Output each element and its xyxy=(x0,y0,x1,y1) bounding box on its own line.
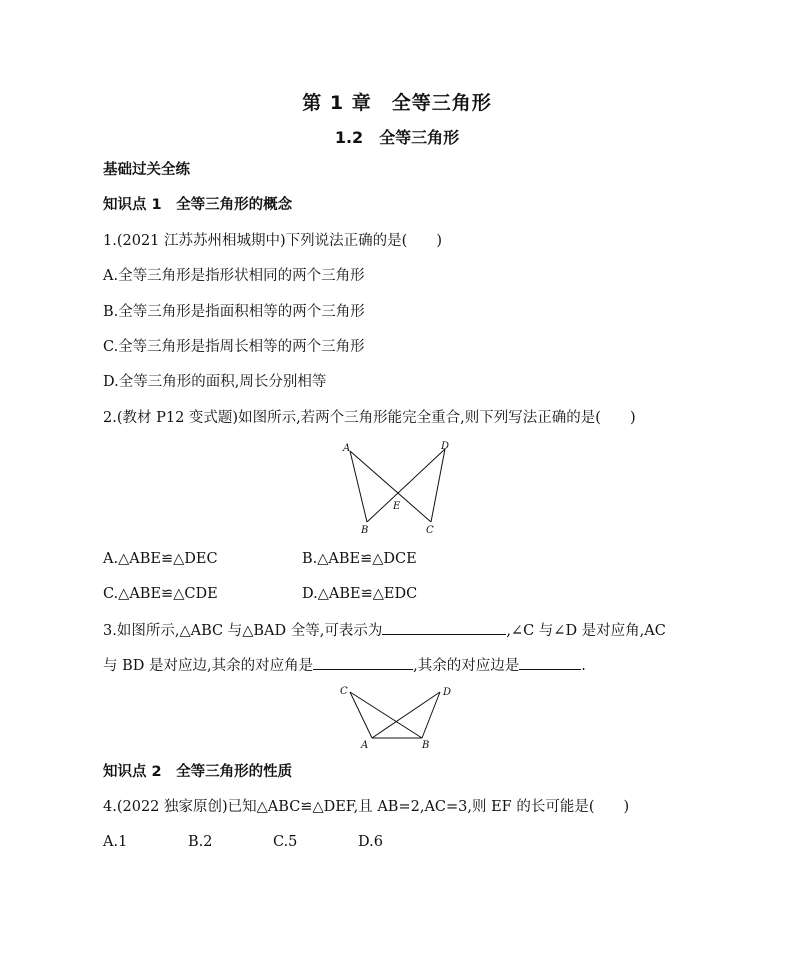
section-title: 1.2 全等三角形 xyxy=(334,128,460,147)
segment-ac xyxy=(350,451,431,522)
question-2-figure xyxy=(335,435,465,540)
question-3-text-2: ,∠C 与∠D 是对应角,AC xyxy=(506,623,666,639)
question-1-stem: 1.(2021 江苏苏州相城期中)下列说法正确的是( ) xyxy=(103,233,442,249)
question-1-option-b: B.全等三角形是指面积相等的两个三角形 xyxy=(103,304,365,320)
question-1-option-a: A.全等三角形是指形状相同的两个三角形 xyxy=(103,268,365,284)
question-1-option-d: D.全等三角形的面积,周长分别相等 xyxy=(103,374,327,390)
question-2-stem: 2.(教材 P12 变式题)如图所示,若两个三角形能完全重合,则下列写法正确的是( ) xyxy=(103,410,636,426)
question-3-figure xyxy=(330,682,465,754)
answer-blank-3[interactable] xyxy=(519,655,581,670)
point-c-label: C xyxy=(426,525,434,536)
question-4-option-d: D.6 xyxy=(358,834,383,850)
point-d-label: D xyxy=(441,441,450,452)
answer-blank-1[interactable] xyxy=(382,620,506,635)
point-a-label: A xyxy=(361,740,369,751)
segment-da xyxy=(372,692,440,738)
point-d-label: D xyxy=(443,687,452,698)
question-2-option-b: B.△ABE≌△DCE xyxy=(302,551,417,567)
question-3-line-2 xyxy=(103,655,586,676)
point-a-label: A xyxy=(343,443,351,454)
section-heading: 基础过关全练 xyxy=(103,162,190,178)
question-4-option-b: B.2 xyxy=(188,834,213,850)
answer-blank-2[interactable] xyxy=(313,655,413,670)
question-4-option-c: C.5 xyxy=(273,834,298,850)
question-2-option-a: A.△ABE≌△DEC xyxy=(103,551,218,567)
point-c-label: C xyxy=(340,686,348,697)
question-3-line-1 xyxy=(103,620,666,641)
segment-ab xyxy=(350,451,367,522)
chapter-title: 第 1 章 全等三角形 xyxy=(302,92,492,114)
question-4-option-a: A.1 xyxy=(103,834,128,850)
point-e-label: E xyxy=(393,501,401,512)
question-3-text-4: ,其余的对应边是 xyxy=(413,658,520,674)
question-2-option-c: C.△ABE≌△CDE xyxy=(103,586,218,602)
question-1-option-c: C.全等三角形是指周长相等的两个三角形 xyxy=(103,339,365,355)
question-3-text-5: . xyxy=(581,658,586,674)
question-3-text-3: 与 BD 是对应边,其余的对应角是 xyxy=(103,658,314,674)
point-b-label: B xyxy=(422,740,430,751)
question-4-stem: 4.(2022 独家原创)已知△ABC≌△DEF,且 AB=2,AC=3,则 EF 的长可能是( ) xyxy=(103,799,630,815)
question-2-option-d: D.△ABE≌△EDC xyxy=(302,586,418,602)
knowledge-point-1: 知识点 1 全等三角形的概念 xyxy=(103,197,293,213)
point-b-label: B xyxy=(361,525,369,536)
knowledge-point-2: 知识点 2 全等三角形的性质 xyxy=(103,764,293,780)
segment-db xyxy=(422,692,440,738)
question-3-text-1: 3.如图所示,△ABC 与△BAD 全等,可表示为 xyxy=(103,623,383,639)
